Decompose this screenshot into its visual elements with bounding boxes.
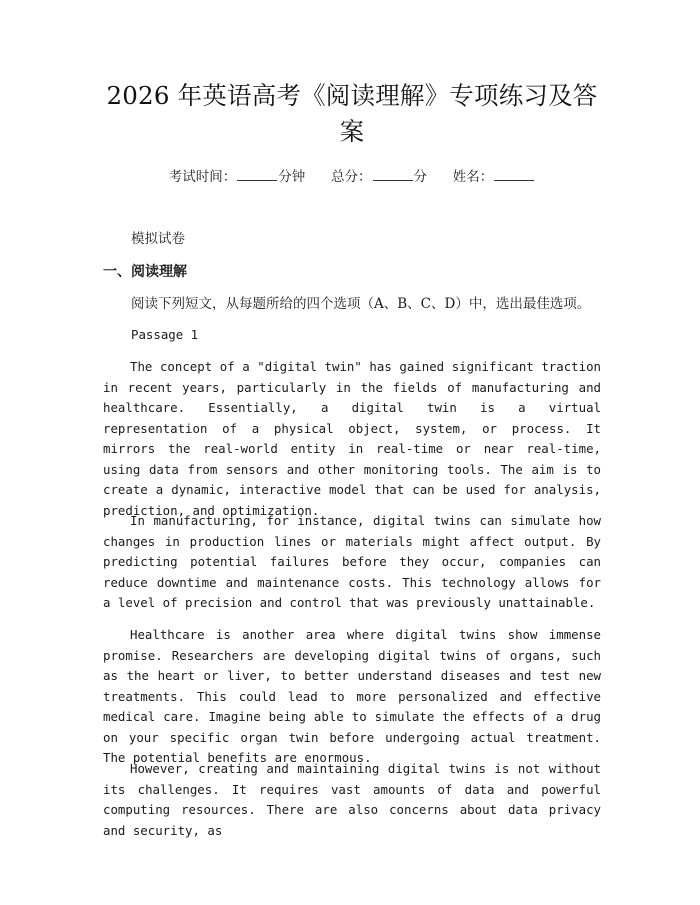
time-blank (237, 168, 277, 181)
exam-info-row (103, 167, 601, 187)
paper-type: 模拟试卷 (131, 231, 185, 247)
score-unit: 分 (413, 169, 427, 185)
time-unit: 分钟 (278, 169, 306, 185)
score-blank (373, 168, 413, 181)
time-label: 考试时间： (168, 169, 237, 185)
document-title (103, 78, 601, 150)
title-line-2: 案 (339, 117, 365, 146)
title-line-1: 2026 年英语高考《阅读理解》专项练习及答 (106, 81, 598, 110)
section-heading: 一、阅读理解 (103, 264, 187, 280)
passage-label: Passage 1 (131, 327, 199, 342)
name-label: 姓名： (452, 169, 494, 185)
passage-paragraph-2: In manufacturing, for instance, digital twins can simulate how changes in production lines or materials might affect output. By predicting potential failures before they occur, companies can reduce downtime and maintenance costs. This technology allows for a level of precision and control that was previously unattainable. (103, 513, 601, 610)
passage-paragraph-3: Healthcare is another area where digital twins show immense promise. Researchers are developing digital twins of organs, such as the heart or liver, to better understand diseases and test new treatments. This could lead to more personalized and effective medical care. Imagine being able to simulate the effects of a drug on your specific organ twin before undergoing actual treatment. The potential benefits are enormous. (103, 627, 601, 765)
score-label: 总分： (331, 169, 372, 185)
name-blank (494, 168, 534, 181)
section-instruction: 阅读下列短文，从每题所给的四个选项（A、B、C、D）中，选出最佳选项。 (131, 296, 591, 312)
passage-paragraph-4: However, creating and maintaining digital twins is not without its challenges. It requires vast amounts of data and powerful computing resources. There are also concerns about data privacy and security, as (103, 761, 601, 838)
passage-paragraph-1: The concept of a "digital twin" has gained significant traction in recent years, particularly in the fields of manufacturing and healthcare. Essentially, a digital twin is a virtual representation of a physical object, system, or process. It mirrors the real-world entity in real-time or near real-time, using data from sensors and other monitoring tools. The aim is to create a dynamic, interactive model that can be used for analysis, prediction, and optimization. (103, 359, 601, 518)
